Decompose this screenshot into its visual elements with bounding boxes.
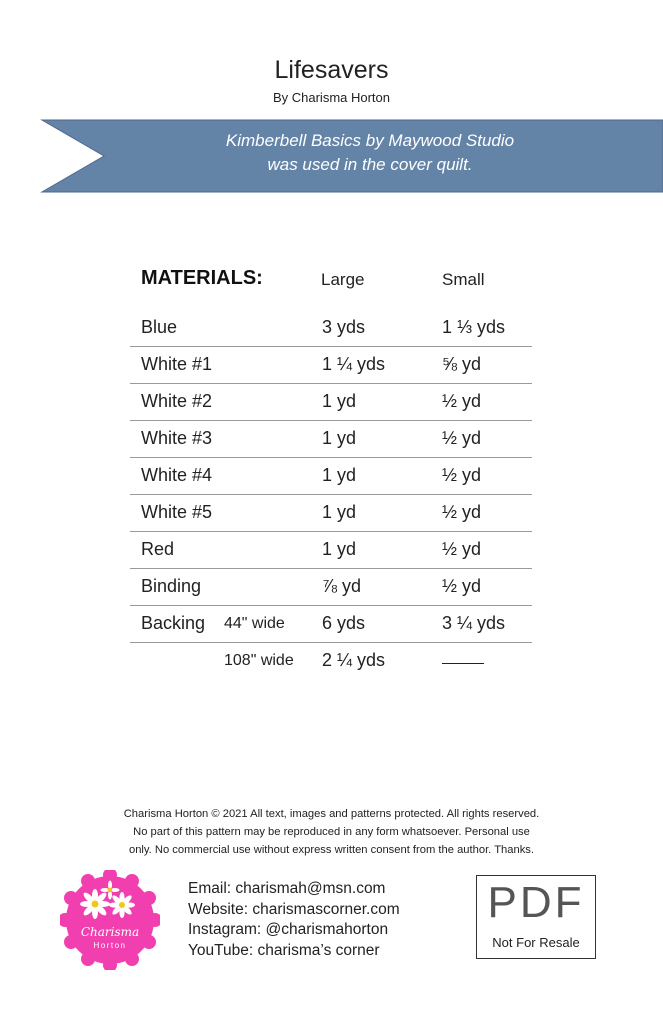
daisy-icon xyxy=(80,889,110,919)
banner-line-2: was used in the cover quilt. xyxy=(267,155,473,174)
daisy-icon xyxy=(109,892,135,918)
author-byline: By Charisma Horton xyxy=(272,90,391,105)
table-row xyxy=(130,346,532,384)
small-amount: 1 ⅓ yds xyxy=(442,317,506,337)
table-row xyxy=(130,642,532,679)
backing-width: 108" wide xyxy=(224,652,294,669)
large-amount: 1 yd xyxy=(322,539,357,559)
table-row xyxy=(130,605,532,643)
column-header-large: Large xyxy=(321,270,365,289)
contact-info xyxy=(188,879,400,961)
table-row xyxy=(130,309,532,347)
small-amount: ½ yd xyxy=(442,428,482,448)
large-amount: ⅞ yd xyxy=(322,576,362,596)
youtube-link[interactable]: YouTube: charisma’s corner xyxy=(188,941,380,959)
logo-last-name: Horton xyxy=(93,941,127,950)
materials-heading: MATERIALS: xyxy=(141,267,263,289)
small-amount: ½ yd xyxy=(442,539,482,559)
copyright-line-3: only. No commercial use without express written consent from the author. Thanks. xyxy=(128,844,534,856)
pattern-title: Lifesavers xyxy=(274,56,389,84)
charisma-horton-logo xyxy=(60,870,160,970)
material-name: White #4 xyxy=(141,465,213,485)
pdf-not-for-resale-stamp xyxy=(476,875,596,959)
large-amount: 1 ¼ yds xyxy=(322,354,386,374)
table-row xyxy=(130,457,532,495)
table-row xyxy=(130,568,532,606)
pdf-label: PDF xyxy=(487,878,585,927)
column-header-small: Small xyxy=(442,270,485,289)
not-for-resale-label: Not For Resale xyxy=(492,935,580,950)
instagram-link[interactable]: Instagram: @charismahorton xyxy=(188,921,389,938)
banner-line-1: Kimberbell Basics by Maywood Studio xyxy=(225,131,515,150)
logo-badge xyxy=(60,870,160,970)
table-row xyxy=(130,420,532,458)
website-link[interactable]: Website: charismascorner.com xyxy=(188,900,400,918)
material-name: White #3 xyxy=(141,428,213,448)
small-amount: ½ yd xyxy=(442,502,482,522)
large-amount: 1 yd xyxy=(322,428,357,448)
logo-first-name: Charisma xyxy=(80,925,140,939)
material-name: White #2 xyxy=(141,391,213,411)
small-amount: ½ yd xyxy=(442,576,482,596)
backing-width: 44" wide xyxy=(224,615,285,632)
copyright-line-2: No part of this pattern may be reproduced in any form whatsoever. Personal use xyxy=(133,826,530,838)
large-amount: 1 yd xyxy=(322,465,357,485)
small-amount: ½ yd xyxy=(442,391,482,411)
table-row xyxy=(130,531,532,569)
table-row xyxy=(130,383,532,421)
copyright-line-1: Charisma Horton © 2021 All text, images and patterns protected. All rights reserved. xyxy=(123,808,540,820)
not-applicable-dash xyxy=(442,663,484,664)
material-name: White #1 xyxy=(141,354,213,374)
large-amount: 2 ¼ yds xyxy=(322,650,386,670)
large-amount: 6 yds xyxy=(322,613,366,633)
large-amount: 1 yd xyxy=(322,391,357,411)
small-amount: ½ yd xyxy=(442,465,482,485)
small-amount: ⅝ yd xyxy=(442,354,482,374)
material-name: Binding xyxy=(141,576,202,596)
large-amount: 3 yds xyxy=(322,317,366,337)
copyright-notice xyxy=(0,805,663,859)
material-name: Backing xyxy=(141,613,206,633)
fabric-banner xyxy=(40,118,663,194)
email-link[interactable]: Email: charismah@msn.com xyxy=(188,880,386,897)
table-row xyxy=(130,494,532,532)
small-amount: 3 ¼ yds xyxy=(442,613,506,633)
large-amount: 1 yd xyxy=(322,502,357,522)
material-name: White #5 xyxy=(141,502,213,522)
material-name: Blue xyxy=(141,317,178,337)
material-name: Red xyxy=(141,539,175,559)
